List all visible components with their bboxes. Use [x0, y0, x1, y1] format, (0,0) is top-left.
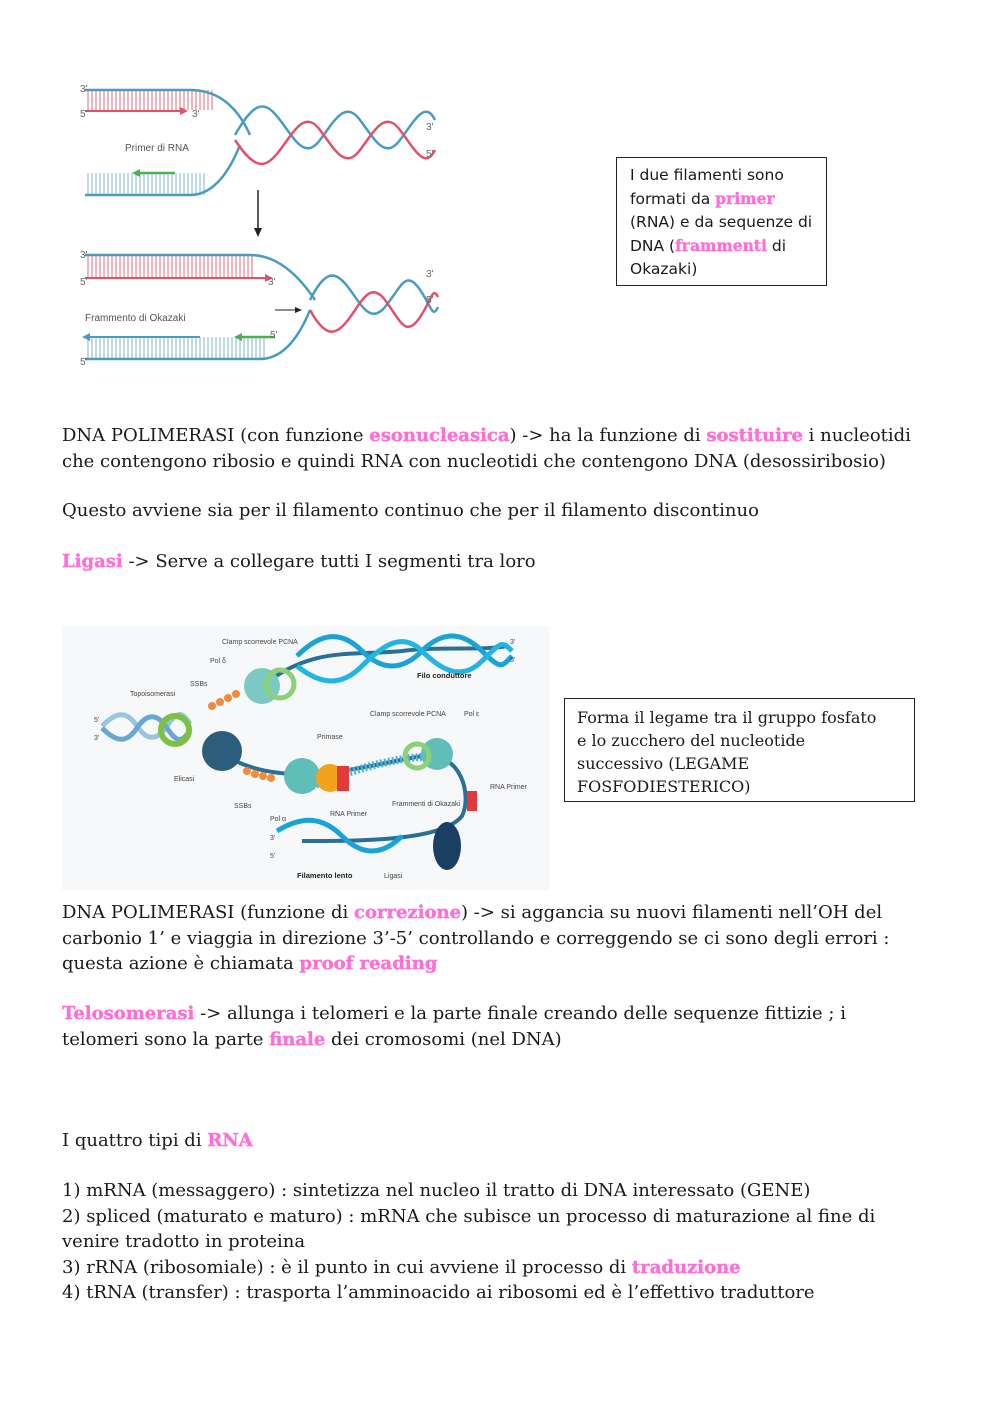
note-text: formati da — [630, 190, 716, 208]
list-item: 4) tRNA (transfer) : trasporta l’amminoacido ai ribosomi ed è l’effettivo traduttore — [62, 1282, 815, 1303]
note-line: Okazaki) — [630, 260, 698, 278]
rna-primer-2 — [467, 791, 477, 811]
text: I quattro tipi di — [62, 1130, 208, 1151]
label-5prime: 5' — [270, 330, 278, 341]
note-line: successivo (LEGAME — [577, 754, 750, 773]
replisome-figure — [62, 626, 550, 890]
note-line: I due filamenti sono — [630, 166, 784, 184]
base-pairs-top-2 — [85, 255, 255, 277]
paragraph-ligasi — [62, 549, 536, 575]
rna-primer — [337, 766, 349, 791]
highlight-traduzione: traduzione — [631, 1256, 741, 1278]
base-pairs-bottom-2 — [85, 337, 265, 359]
text: -> allunga i telomeri e la parte finale creando delle sequenze fittizie ; i — [194, 1003, 846, 1024]
note-text: DNA ( — [630, 237, 676, 255]
text-line — [62, 900, 889, 926]
label-5prime: 5' — [426, 149, 434, 160]
text-line: carbonio 1’ e viaggia in direzione 3’-5’ controllando e correggendo se ci sono degli errori : — [62, 927, 890, 949]
label-rna-primer-2: RNA Primer — [490, 784, 527, 791]
direction-arrowhead — [295, 307, 302, 313]
process-arrowhead — [254, 228, 262, 237]
label-ssbs-2: SSBs — [234, 803, 252, 810]
text-line — [62, 951, 889, 977]
label-3prime: 3' — [268, 277, 276, 288]
note-line: (RNA) e da sequenze di — [630, 213, 813, 231]
heading-rna-types — [62, 1128, 253, 1154]
note-line — [630, 187, 826, 211]
label-3prime: 3' — [94, 735, 100, 742]
pol-alpha — [284, 758, 320, 794]
note-box-primer — [616, 157, 827, 286]
highlight-correzione: correzione — [354, 902, 462, 923]
label-3prime: 3' — [192, 109, 200, 120]
text: -> Serve a collegare tutti I segmenti tra loro — [122, 551, 536, 572]
label-3prime: 3' — [426, 269, 434, 280]
text-line — [62, 1027, 846, 1053]
highlight-telosomerasi: Telosomerasi — [62, 1003, 195, 1024]
paragraph-filamenti: Questo avviene sia per il filamento continuo che per il filamento discontinuo — [62, 500, 759, 521]
list-item: venire tradotto in proteina — [62, 1231, 306, 1252]
helix-red-2 — [310, 292, 438, 331]
list-item: 1) mRNA (messaggero) : sintetizza nel nucleo il tratto di DNA interessato (GENE) — [62, 1180, 811, 1201]
text: telomeri sono la parte — [62, 1028, 270, 1050]
highlight-proof-reading: proof reading — [299, 953, 438, 974]
label-pol-alpha: Pol α — [270, 816, 287, 823]
helix-red — [235, 122, 435, 164]
text: DNA POLIMERASI (funzione di — [62, 902, 355, 923]
ligase — [433, 822, 461, 870]
helix-blue-2 — [310, 276, 438, 314]
text-line — [62, 423, 911, 449]
label-primase: Primase — [317, 734, 343, 741]
note-line — [630, 234, 826, 258]
label-clamp: Clamp scorrevole PCNA — [222, 639, 298, 646]
helicase — [202, 731, 242, 771]
highlight-esonucleasica: esonucleasica — [369, 425, 510, 446]
highlight-frammenti: frammenti — [675, 236, 767, 255]
text: ) -> ha la funzione di — [509, 425, 707, 446]
replication-fork-figure — [70, 75, 450, 375]
note-box-ligasi — [564, 698, 915, 802]
list-item: 2) spliced (maturato e maturo) : mRNA che subisce un processo di maturazione al fine di — [62, 1205, 876, 1227]
label-elicasi: Elicasi — [174, 776, 195, 783]
label-pol-epsilon: Pol ε — [464, 711, 480, 718]
note-text: di — [766, 237, 787, 255]
helix-blue — [235, 106, 435, 148]
label-rna-primer: RNA Primer — [330, 811, 367, 818]
text: ) -> si aggancia su nuovi filamenti nell’OH del — [461, 902, 883, 923]
label-okazaki: Frammento di Okazaki — [85, 313, 186, 324]
label-5prime: 5' — [426, 295, 434, 306]
highlight-finale: finale — [269, 1028, 326, 1050]
highlight-ligasi: Ligasi — [62, 551, 123, 572]
label-filo-conduttore: Filo conduttore — [417, 671, 472, 680]
label-3prime: 3' — [426, 122, 434, 133]
label-5prime: 5' — [80, 357, 88, 368]
note-line: e lo zucchero del nucleotide — [577, 731, 806, 750]
label-3prime: 3' — [510, 639, 516, 646]
text: DNA POLIMERASI (con funzione — [62, 425, 370, 446]
text: 3) rRNA (ribosomiale) : è il punto in cui avviene il processo di — [62, 1256, 632, 1278]
paragraph-proof-reading — [62, 900, 889, 977]
highlight-sostituire: sostituire — [706, 425, 803, 446]
highlight-primer: primer — [715, 189, 775, 208]
label-topoisomerasi: Topoisomerasi — [130, 691, 176, 698]
note-line: Forma il legame tra il gruppo fosfato — [577, 708, 877, 727]
text-line — [62, 1001, 846, 1027]
base-pairs-top — [85, 90, 215, 110]
note-line: FOSFODIESTERICO) — [577, 777, 751, 796]
label-5prime: 5' — [80, 277, 88, 288]
label-ssbs: SSBs — [190, 681, 208, 688]
label-clamp-2: Clamp scorrevole PCNA — [370, 711, 446, 718]
label-3prime: 3' — [270, 835, 276, 842]
label-ligasi: Ligasi — [384, 873, 403, 880]
highlight-rna: RNA — [207, 1130, 253, 1151]
label-pol-delta: Pol δ — [210, 658, 226, 665]
paragraph-dna-polimerasi — [62, 423, 911, 474]
label-okazaki: Frammenti di Okazaki — [392, 801, 461, 808]
base-pairs-bottom — [85, 173, 205, 195]
label-3prime: 3' — [80, 250, 88, 261]
list-item — [62, 1255, 875, 1281]
text-line: che contengono ribosio e quindi RNA con nucleotidi che contengono DNA (desossiribosio) — [62, 450, 886, 472]
label-5prime: 5' — [510, 657, 516, 664]
label-filamento-lento: Filamento lento — [297, 871, 353, 880]
label-3prime: 3' — [80, 84, 88, 95]
text: i nucleotidi — [802, 425, 911, 446]
rna-types-list — [62, 1178, 875, 1306]
label-primer: Primer di RNA — [125, 143, 189, 154]
paragraph-telosomerasi — [62, 1001, 846, 1052]
label-5prime: 5' — [80, 109, 88, 120]
text: questa azione è chiamata — [62, 953, 300, 974]
text: dei cromosomi (nel DNA) — [325, 1028, 562, 1050]
label-5prime: 5' — [270, 853, 276, 860]
label-5prime: 5' — [94, 717, 100, 724]
